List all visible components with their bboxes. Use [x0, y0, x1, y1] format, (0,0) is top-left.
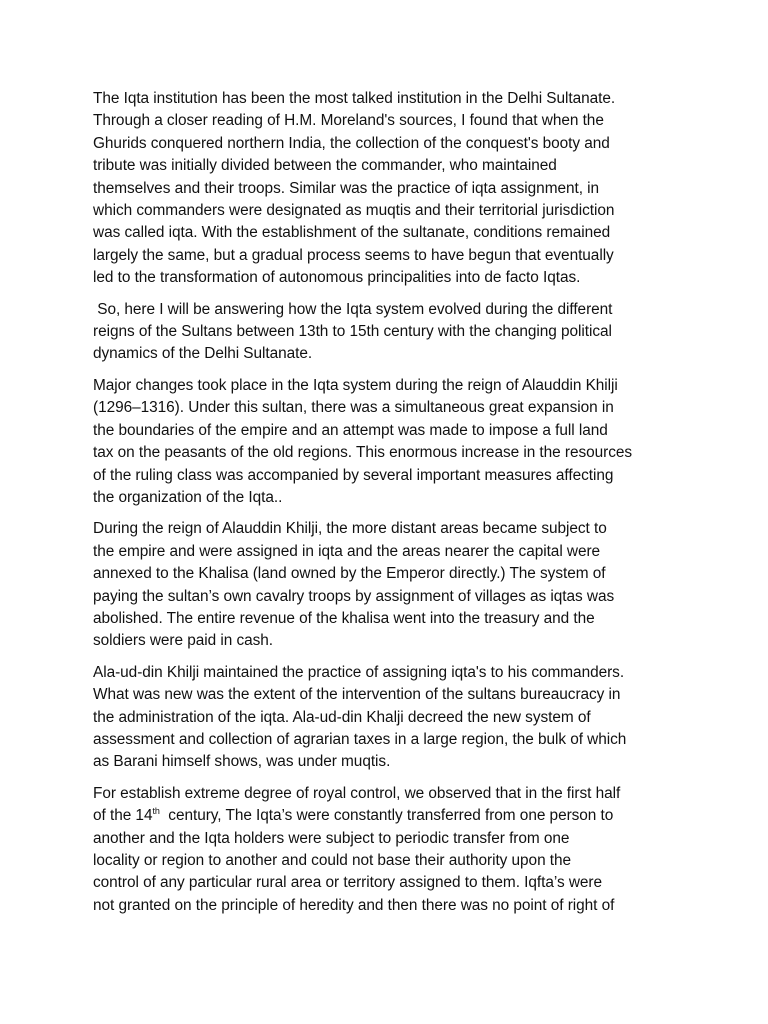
text-line: What was new was the extent of the intervention of the sultans bureaucracy in: [93, 686, 621, 704]
text-segment: century, The Iqta’s were constantly transferred from one person to: [159, 807, 614, 825]
paragraph-iqta-intro: [93, 88, 683, 290]
paragraph-royal-control: [93, 783, 683, 917]
text-line: During the reign of Alauddin Khilji, the more distant areas became subject to: [93, 520, 607, 538]
paragraph-khalisa: [93, 518, 683, 652]
superscript-ordinal: th: [152, 806, 160, 817]
text-line: For establish extreme degree of royal control, we observed that in the first half: [93, 784, 621, 802]
text-line: which commanders were designated as muqtis and their territorial jurisdiction: [93, 202, 615, 220]
document-page: [93, 88, 683, 926]
paragraph-bureaucracy: [93, 662, 683, 774]
text-line: Ghurids conquered northern India, the collection of the conquest's booty and: [93, 134, 610, 152]
text-line: assessment and collection of agrarian taxes in a large region, the bulk of which: [93, 730, 627, 748]
text-line: another and the Iqta holders were subject to periodic transfer from one: [93, 829, 570, 847]
text-line: the empire and were assigned in iqta and the areas nearer the capital were: [93, 542, 601, 560]
text-line: locality or region to another and could not base their authority upon the: [93, 852, 572, 869]
text-line: the organization of the Iqta..: [93, 488, 283, 506]
text-line: dynamics of the Delhi Sultanate.: [93, 345, 313, 363]
text-segment: of the 14: [93, 807, 153, 825]
text-line: led to the transformation of autonomous principalities into de facto Iqtas.: [93, 269, 581, 287]
text-line: paying the sultan’s own cavalry troops by assignment of villages as iqtas was: [93, 587, 615, 605]
text-line: Ala-ud-din Khilji maintained the practice of assigning iqta's to his commanders.: [93, 663, 625, 681]
text-line: soldiers were paid in cash.: [93, 632, 274, 650]
text-line: The Iqta institution has been the most talked institution in the Delhi Sultanate.: [93, 90, 616, 107]
text-line: the boundaries of the empire and an attempt was made to impose a full land: [93, 421, 608, 439]
text-line: abolished. The entire revenue of the khalisa went into the treasury and the: [93, 609, 595, 627]
text-line: tax on the peasants of the old regions. This enormous increase in the resources: [93, 444, 633, 462]
text-line: control of any particular rural area or territory assigned to them. Iqfta’s were: [93, 874, 602, 892]
text-line: themselves and their troops. Similar was the practice of iqta assignment, in: [93, 179, 600, 197]
text-line: largely the same, but a gradual process seems to have begun that eventually: [93, 246, 614, 264]
text-line: not granted on the principle of heredity and then there was no point of right of: [93, 896, 615, 914]
text-line: tribute was initially divided between the commander, who maintained: [93, 157, 557, 175]
text-line: was called iqta. With the establishment of the sultanate, conditions remained: [93, 224, 611, 242]
text-line: annexed to the Khalisa (land owned by the Emperor directly.) The system of: [93, 565, 606, 583]
paragraph-alauddin-changes: [93, 375, 683, 509]
text-line-with-superscript: [93, 805, 683, 827]
text-line: So, here I will be answering how the Iqta system evolved during the different: [93, 300, 613, 318]
text-line: Major changes took place in the Iqta system during the reign of Alauddin Khilji: [93, 376, 618, 394]
text-line: of the ruling class was accompanied by several important measures affecting: [93, 466, 614, 484]
text-line: the administration of the iqta. Ala-ud-din Khalji decreed the new system of: [93, 708, 591, 726]
text-line: Through a closer reading of H.M. Moreland's sources, I found that when the: [93, 112, 604, 130]
paragraph-thesis: [93, 299, 683, 366]
text-line: (1296–1316). Under this sultan, there was a simultaneous great expansion in: [93, 399, 614, 417]
text-line: reigns of the Sultans between 13th to 15th century with the changing political: [93, 323, 612, 341]
text-line: as Barani himself shows, was under muqtis.: [93, 753, 391, 771]
